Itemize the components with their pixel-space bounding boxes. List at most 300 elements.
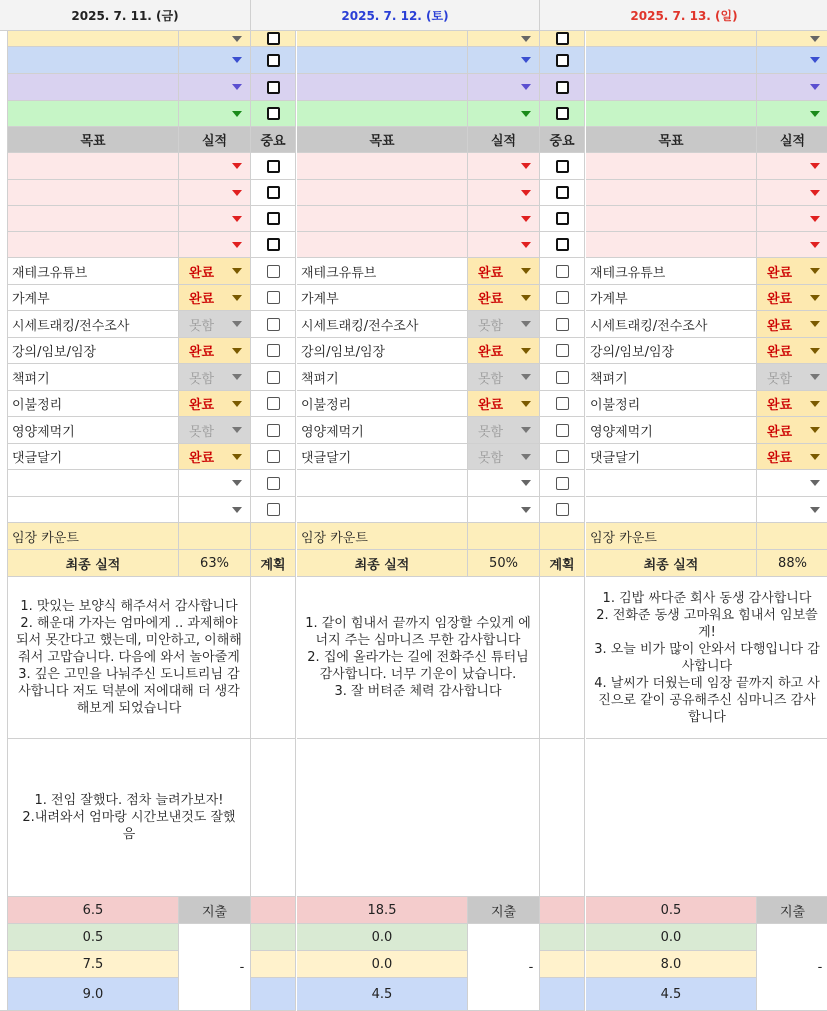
task-important-checkbox[interactable]	[540, 364, 585, 391]
checkbox-icon[interactable]	[556, 450, 569, 463]
dropdown-arrow-icon[interactable]	[232, 216, 242, 222]
task-name-cell[interactable]	[8, 470, 179, 497]
expense-value-text: -	[528, 959, 534, 975]
top-result-dropdown[interactable]	[179, 47, 251, 74]
expense-value[interactable]	[757, 924, 827, 1011]
goal-important-checkbox[interactable]	[251, 153, 296, 180]
result-header-text: 실적	[490, 134, 517, 149]
checkbox-icon[interactable]	[267, 81, 280, 94]
top-important-checkbox[interactable]	[540, 74, 585, 101]
goal-cell[interactable]	[297, 232, 468, 258]
checkbox-icon[interactable]	[267, 477, 280, 490]
top-goal-cell[interactable]	[586, 101, 757, 127]
dropdown-arrow-icon[interactable]	[521, 348, 531, 354]
gratitude-journal[interactable]	[586, 577, 827, 739]
task-important-checkbox[interactable]	[251, 285, 296, 311]
task-important-checkbox[interactable]	[540, 311, 585, 338]
task-status-dropdown[interactable]	[468, 311, 540, 338]
task-status-dropdown-text: 완료	[767, 292, 793, 307]
task-status-dropdown[interactable]	[757, 470, 827, 497]
task-name-cell[interactable]	[297, 338, 468, 364]
checkbox-icon[interactable]	[267, 107, 280, 120]
dropdown-arrow-icon[interactable]	[521, 111, 531, 117]
dropdown-arrow-icon[interactable]	[810, 84, 820, 90]
plan-column-cell[interactable]	[251, 577, 296, 739]
hours-value[interactable]	[586, 924, 757, 951]
dropdown-arrow-icon[interactable]	[521, 401, 531, 407]
expense-value[interactable]	[468, 924, 540, 1011]
task-status-dropdown[interactable]	[179, 258, 251, 285]
top-goal-cell[interactable]	[586, 31, 757, 47]
dropdown-arrow-icon[interactable]	[521, 57, 531, 63]
dropdown-arrow-icon[interactable]	[810, 36, 820, 42]
gratitude-journal[interactable]	[8, 577, 251, 739]
dropdown-arrow-icon[interactable]	[521, 321, 531, 327]
task-status-dropdown[interactable]	[757, 338, 827, 364]
task-name-cell-text: 책펴기	[301, 371, 339, 387]
checkbox-icon[interactable]	[267, 371, 280, 384]
task-important-checkbox[interactable]	[251, 444, 296, 470]
task-status-dropdown-text: 완료	[478, 398, 504, 413]
task-status-dropdown[interactable]	[757, 417, 827, 444]
task-important-checkbox[interactable]	[251, 391, 296, 417]
hours-value-text: 9.0	[82, 986, 104, 1002]
reflection-journal[interactable]	[8, 739, 251, 897]
task-status-dropdown[interactable]	[757, 391, 827, 417]
dropdown-arrow-icon[interactable]	[232, 268, 242, 274]
result-header	[468, 127, 540, 153]
dropdown-arrow-icon[interactable]	[521, 36, 531, 42]
goal-cell[interactable]	[8, 206, 179, 232]
top-result-dropdown[interactable]	[468, 31, 540, 47]
checkbox-icon[interactable]	[267, 318, 280, 331]
important-header-text: 중요	[549, 134, 575, 149]
hours-value[interactable]	[8, 924, 179, 951]
dropdown-arrow-icon[interactable]	[521, 84, 531, 90]
checkbox-icon[interactable]	[267, 238, 280, 251]
goal-important-checkbox[interactable]	[540, 206, 585, 232]
dropdown-arrow-icon[interactable]	[810, 190, 820, 196]
checkbox-icon[interactable]	[556, 107, 569, 120]
task-important-checkbox[interactable]	[251, 258, 296, 285]
dropdown-arrow-icon[interactable]	[521, 427, 531, 433]
hours-value[interactable]	[8, 978, 179, 1011]
expense-label	[179, 897, 251, 924]
hours-value[interactable]	[297, 951, 468, 978]
task-name-cell[interactable]	[297, 364, 468, 391]
dropdown-arrow-icon[interactable]	[810, 427, 820, 433]
top-result-dropdown[interactable]	[757, 101, 827, 127]
task-status-dropdown[interactable]	[468, 444, 540, 470]
task-name-cell[interactable]	[8, 444, 179, 470]
task-important-checkbox[interactable]	[540, 417, 585, 444]
dropdown-arrow-icon[interactable]	[810, 507, 820, 513]
reflection-journal[interactable]	[297, 739, 540, 897]
task-name-cell[interactable]	[586, 311, 757, 338]
goal-cell[interactable]	[586, 206, 757, 232]
top-important-checkbox[interactable]	[251, 47, 296, 74]
checkbox-icon[interactable]	[556, 212, 569, 225]
top-result-dropdown[interactable]	[757, 74, 827, 101]
top-important-checkbox[interactable]	[540, 101, 585, 127]
checkbox-icon[interactable]	[267, 265, 280, 278]
task-status-dropdown[interactable]	[468, 470, 540, 497]
task-status-dropdown[interactable]	[179, 497, 251, 523]
task-status-dropdown[interactable]	[757, 285, 827, 311]
task-name-cell-text: 이불정리	[12, 398, 63, 413]
dropdown-arrow-icon[interactable]	[232, 507, 242, 513]
task-name-cell[interactable]	[8, 364, 179, 391]
task-status-dropdown-text: 못함	[478, 424, 504, 440]
hours-value[interactable]	[297, 978, 468, 1011]
dropdown-arrow-icon[interactable]	[810, 216, 820, 222]
task-name-cell[interactable]	[297, 285, 468, 311]
dropdown-arrow-icon[interactable]	[232, 348, 242, 354]
dropdown-arrow-icon[interactable]	[232, 480, 242, 486]
goal-cell[interactable]	[297, 180, 468, 206]
checkbox-icon[interactable]	[556, 318, 569, 331]
checkbox-icon[interactable]	[556, 81, 569, 94]
dropdown-arrow-icon[interactable]	[232, 36, 242, 42]
task-name-cell[interactable]	[297, 470, 468, 497]
dropdown-arrow-icon[interactable]	[810, 321, 820, 327]
task-name-cell[interactable]	[586, 285, 757, 311]
dropdown-arrow-icon[interactable]	[521, 242, 531, 248]
dropdown-arrow-icon[interactable]	[232, 163, 242, 169]
task-status-dropdown[interactable]	[179, 470, 251, 497]
task-important-checkbox[interactable]	[251, 364, 296, 391]
date-header-text: 2025. 7. 11. (금)	[71, 8, 179, 23]
checkbox-icon[interactable]	[556, 238, 569, 251]
dropdown-arrow-icon[interactable]	[810, 268, 820, 274]
hours-value[interactable]	[8, 951, 179, 978]
dropdown-arrow-icon[interactable]	[521, 295, 531, 301]
checkbox-icon[interactable]	[556, 424, 569, 437]
top-goal-cell[interactable]	[8, 101, 179, 127]
top-important-checkbox[interactable]	[251, 101, 296, 127]
top-goal-cell[interactable]	[586, 74, 757, 101]
top-result-dropdown[interactable]	[179, 31, 251, 47]
gratitude-journal[interactable]	[297, 577, 540, 739]
top-goal-cell[interactable]	[8, 74, 179, 101]
task-name-cell-text: 가계부	[12, 292, 50, 307]
result-header	[179, 127, 251, 153]
goal-important-checkbox[interactable]	[540, 180, 585, 206]
goal-cell[interactable]	[8, 232, 179, 258]
top-goal-cell[interactable]	[297, 47, 468, 74]
goal-cell[interactable]	[297, 153, 468, 180]
task-name-cell[interactable]	[586, 258, 757, 285]
dropdown-arrow-icon[interactable]	[232, 295, 242, 301]
hours-value-text: 6.5	[82, 902, 104, 918]
goal-important-checkbox[interactable]	[540, 153, 585, 180]
checkbox-icon[interactable]	[556, 503, 569, 516]
task-name-cell-text: 재테크유튜브	[12, 265, 88, 281]
dropdown-arrow-icon[interactable]	[810, 454, 820, 460]
top-important-checkbox[interactable]	[540, 31, 585, 47]
dropdown-arrow-icon[interactable]	[810, 348, 820, 354]
top-result-dropdown[interactable]	[757, 47, 827, 74]
expense-label	[757, 897, 827, 924]
top-important-checkbox[interactable]	[540, 47, 585, 74]
dropdown-arrow-icon[interactable]	[232, 84, 242, 90]
checkbox-icon[interactable]	[556, 344, 569, 357]
task-name-cell[interactable]	[297, 258, 468, 285]
goal-cell[interactable]	[586, 180, 757, 206]
task-status-dropdown-text: 완료	[767, 345, 793, 360]
task-name-cell[interactable]	[297, 497, 468, 523]
task-status-dropdown[interactable]	[179, 444, 251, 470]
checkbox-icon[interactable]	[556, 265, 569, 278]
goal-cell[interactable]	[586, 232, 757, 258]
dropdown-arrow-icon[interactable]	[521, 507, 531, 513]
checkbox-icon[interactable]	[556, 160, 569, 173]
goal-result-dropdown[interactable]	[468, 232, 540, 258]
checkbox-icon[interactable]	[556, 186, 569, 199]
checkbox-icon[interactable]	[267, 424, 280, 437]
task-important-checkbox[interactable]	[251, 497, 296, 523]
goal-cell[interactable]	[8, 180, 179, 206]
plan-column-cell[interactable]	[251, 739, 296, 897]
checkbox-icon[interactable]	[556, 371, 569, 384]
task-important-checkbox[interactable]	[540, 497, 585, 523]
hours-value[interactable]	[586, 978, 757, 1011]
hours-side-cell	[540, 978, 585, 1011]
hours-value-text: 0.0	[371, 929, 393, 945]
task-status-dropdown[interactable]	[179, 364, 251, 391]
hours-value-text: 0.5	[82, 929, 104, 945]
task-status-dropdown[interactable]	[179, 417, 251, 444]
dropdown-arrow-icon[interactable]	[232, 190, 242, 196]
goal-cell[interactable]	[8, 153, 179, 180]
task-important-checkbox[interactable]	[540, 444, 585, 470]
task-important-checkbox[interactable]	[540, 258, 585, 285]
task-name-cell-text: 이불정리	[590, 398, 641, 413]
top-important-checkbox[interactable]	[251, 74, 296, 101]
task-name-cell[interactable]	[8, 311, 179, 338]
goal-result-dropdown[interactable]	[757, 180, 827, 206]
goal-result-dropdown[interactable]	[757, 206, 827, 232]
dropdown-arrow-icon[interactable]	[232, 427, 242, 433]
imjang-blank	[251, 523, 296, 550]
checkbox-icon[interactable]	[556, 32, 569, 45]
task-important-checkbox[interactable]	[540, 338, 585, 364]
plan-column-cell[interactable]	[540, 739, 585, 897]
imjang-count-value[interactable]	[468, 523, 540, 550]
dropdown-arrow-icon[interactable]	[232, 111, 242, 117]
task-important-checkbox[interactable]	[540, 285, 585, 311]
goal-result-dropdown[interactable]	[179, 180, 251, 206]
dropdown-arrow-icon[interactable]	[810, 295, 820, 301]
task-status-dropdown-text: 못함	[767, 371, 793, 387]
top-goal-cell[interactable]	[586, 47, 757, 74]
dropdown-arrow-icon[interactable]	[810, 111, 820, 117]
top-result-dropdown[interactable]	[468, 47, 540, 74]
goal-result-dropdown[interactable]	[757, 153, 827, 180]
hours-value[interactable]	[586, 897, 757, 924]
top-result-dropdown[interactable]	[757, 31, 827, 47]
dropdown-arrow-icon[interactable]	[232, 242, 242, 248]
dropdown-arrow-icon[interactable]	[232, 401, 242, 407]
goal-important-checkbox[interactable]	[251, 180, 296, 206]
task-status-dropdown[interactable]	[179, 311, 251, 338]
task-name-cell[interactable]	[8, 391, 179, 417]
imjang-count-value[interactable]	[757, 523, 827, 550]
goals-header-text: 목표	[658, 134, 684, 149]
task-status-dropdown[interactable]	[757, 311, 827, 338]
task-status-dropdown[interactable]	[468, 258, 540, 285]
task-name-cell[interactable]	[586, 391, 757, 417]
task-status-dropdown-text: 못함	[189, 318, 215, 334]
top-result-dropdown[interactable]	[179, 101, 251, 127]
result-header	[757, 127, 827, 153]
checkbox-icon[interactable]	[556, 54, 569, 67]
top-goal-cell[interactable]	[297, 101, 468, 127]
task-name-cell[interactable]	[8, 417, 179, 444]
task-name-cell[interactable]	[297, 311, 468, 338]
task-name-cell[interactable]	[586, 470, 757, 497]
goal-cell[interactable]	[586, 153, 757, 180]
dropdown-arrow-icon[interactable]	[521, 374, 531, 380]
task-important-checkbox[interactable]	[540, 391, 585, 417]
hours-side-cell	[540, 924, 585, 951]
dropdown-arrow-icon[interactable]	[810, 242, 820, 248]
task-name-cell[interactable]	[586, 444, 757, 470]
dropdown-arrow-icon[interactable]	[521, 454, 531, 460]
task-status-dropdown[interactable]	[179, 391, 251, 417]
goals-header	[297, 127, 468, 153]
dropdown-arrow-icon[interactable]	[521, 268, 531, 274]
goal-result-dropdown[interactable]	[757, 232, 827, 258]
task-important-checkbox[interactable]	[251, 470, 296, 497]
checkbox-icon[interactable]	[267, 212, 280, 225]
task-status-dropdown[interactable]	[757, 497, 827, 523]
task-name-cell[interactable]	[586, 364, 757, 391]
top-goal-cell[interactable]	[8, 31, 179, 47]
task-status-dropdown[interactable]	[179, 338, 251, 364]
checkbox-icon[interactable]	[267, 291, 280, 304]
checkbox-icon[interactable]	[556, 291, 569, 304]
dropdown-arrow-icon[interactable]	[232, 374, 242, 380]
goal-result-dropdown[interactable]	[468, 180, 540, 206]
checkbox-icon[interactable]	[267, 397, 280, 410]
imjang-count-value[interactable]	[179, 523, 251, 550]
goal-result-dropdown[interactable]	[468, 206, 540, 232]
goal-result-dropdown[interactable]	[179, 232, 251, 258]
checkbox-icon[interactable]	[267, 450, 280, 463]
final-result-label	[297, 550, 468, 577]
task-important-checkbox[interactable]	[251, 417, 296, 444]
task-important-checkbox[interactable]	[251, 338, 296, 364]
top-result-dropdown[interactable]	[468, 74, 540, 101]
goal-result-dropdown[interactable]	[468, 153, 540, 180]
important-header	[540, 127, 585, 153]
checkbox-icon[interactable]	[556, 477, 569, 490]
important-header-text: 중요	[260, 134, 286, 149]
top-goal-cell[interactable]	[8, 47, 179, 74]
checkbox-icon[interactable]	[267, 160, 280, 173]
task-status-dropdown[interactable]	[468, 497, 540, 523]
goal-important-checkbox[interactable]	[540, 232, 585, 258]
top-goal-cell[interactable]	[297, 31, 468, 47]
final-result-value-text: 50%	[489, 555, 518, 571]
task-name-cell[interactable]	[297, 417, 468, 444]
top-important-checkbox[interactable]	[251, 31, 296, 47]
task-name-cell[interactable]	[8, 258, 179, 285]
task-status-dropdown[interactable]	[757, 364, 827, 391]
dropdown-arrow-icon[interactable]	[810, 401, 820, 407]
task-name-cell[interactable]	[8, 497, 179, 523]
goal-cell[interactable]	[297, 206, 468, 232]
task-status-dropdown[interactable]	[468, 338, 540, 364]
dropdown-arrow-icon[interactable]	[232, 57, 242, 63]
checkbox-icon[interactable]	[267, 344, 280, 357]
task-name-cell[interactable]	[297, 444, 468, 470]
dropdown-arrow-icon[interactable]	[810, 374, 820, 380]
top-result-dropdown[interactable]	[179, 74, 251, 101]
task-important-checkbox[interactable]	[251, 311, 296, 338]
top-goal-cell[interactable]	[297, 74, 468, 101]
hours-value[interactable]	[8, 897, 179, 924]
reflection-journal[interactable]	[586, 739, 827, 897]
dropdown-arrow-icon[interactable]	[810, 163, 820, 169]
dropdown-arrow-icon[interactable]	[810, 480, 820, 486]
dropdown-arrow-icon[interactable]	[232, 321, 242, 327]
final-result-label	[8, 550, 179, 577]
dropdown-arrow-icon[interactable]	[521, 480, 531, 486]
task-name-cell-text: 재테크유튜브	[590, 265, 666, 281]
dropdown-arrow-icon[interactable]	[521, 216, 531, 222]
task-name-cell[interactable]	[8, 285, 179, 311]
goal-important-checkbox[interactable]	[251, 206, 296, 232]
task-name-cell[interactable]	[586, 497, 757, 523]
result-header-text: 실적	[201, 134, 228, 149]
dropdown-arrow-icon[interactable]	[521, 163, 531, 169]
task-name-cell[interactable]	[586, 338, 757, 364]
checkbox-icon[interactable]	[267, 186, 280, 199]
task-name-cell[interactable]	[586, 417, 757, 444]
task-name-cell[interactable]	[297, 391, 468, 417]
dropdown-arrow-icon[interactable]	[810, 57, 820, 63]
top-result-dropdown[interactable]	[468, 101, 540, 127]
dropdown-arrow-icon[interactable]	[521, 190, 531, 196]
hours-value[interactable]	[586, 951, 757, 978]
task-status-dropdown[interactable]	[179, 285, 251, 311]
task-status-dropdown[interactable]	[468, 417, 540, 444]
checkbox-icon[interactable]	[267, 503, 280, 516]
task-important-checkbox[interactable]	[540, 470, 585, 497]
task-status-dropdown[interactable]	[468, 285, 540, 311]
task-name-cell[interactable]	[8, 338, 179, 364]
task-status-dropdown[interactable]	[757, 258, 827, 285]
task-status-dropdown[interactable]	[468, 391, 540, 417]
hours-value[interactable]	[297, 924, 468, 951]
task-status-dropdown-text: 못함	[478, 451, 504, 466]
expense-value[interactable]	[179, 924, 251, 1011]
goal-result-dropdown[interactable]	[179, 153, 251, 180]
hours-value[interactable]	[297, 897, 468, 924]
task-status-dropdown[interactable]	[757, 444, 827, 470]
goal-result-dropdown[interactable]	[179, 206, 251, 232]
checkbox-icon[interactable]	[267, 32, 280, 45]
task-status-dropdown[interactable]	[468, 364, 540, 391]
checkbox-icon[interactable]	[267, 54, 280, 67]
dropdown-arrow-icon[interactable]	[232, 454, 242, 460]
task-name-cell-text: 강의/임보/임장	[301, 345, 386, 360]
plan-column-cell[interactable]	[540, 577, 585, 739]
checkbox-icon[interactable]	[556, 397, 569, 410]
goal-important-checkbox[interactable]	[251, 232, 296, 258]
